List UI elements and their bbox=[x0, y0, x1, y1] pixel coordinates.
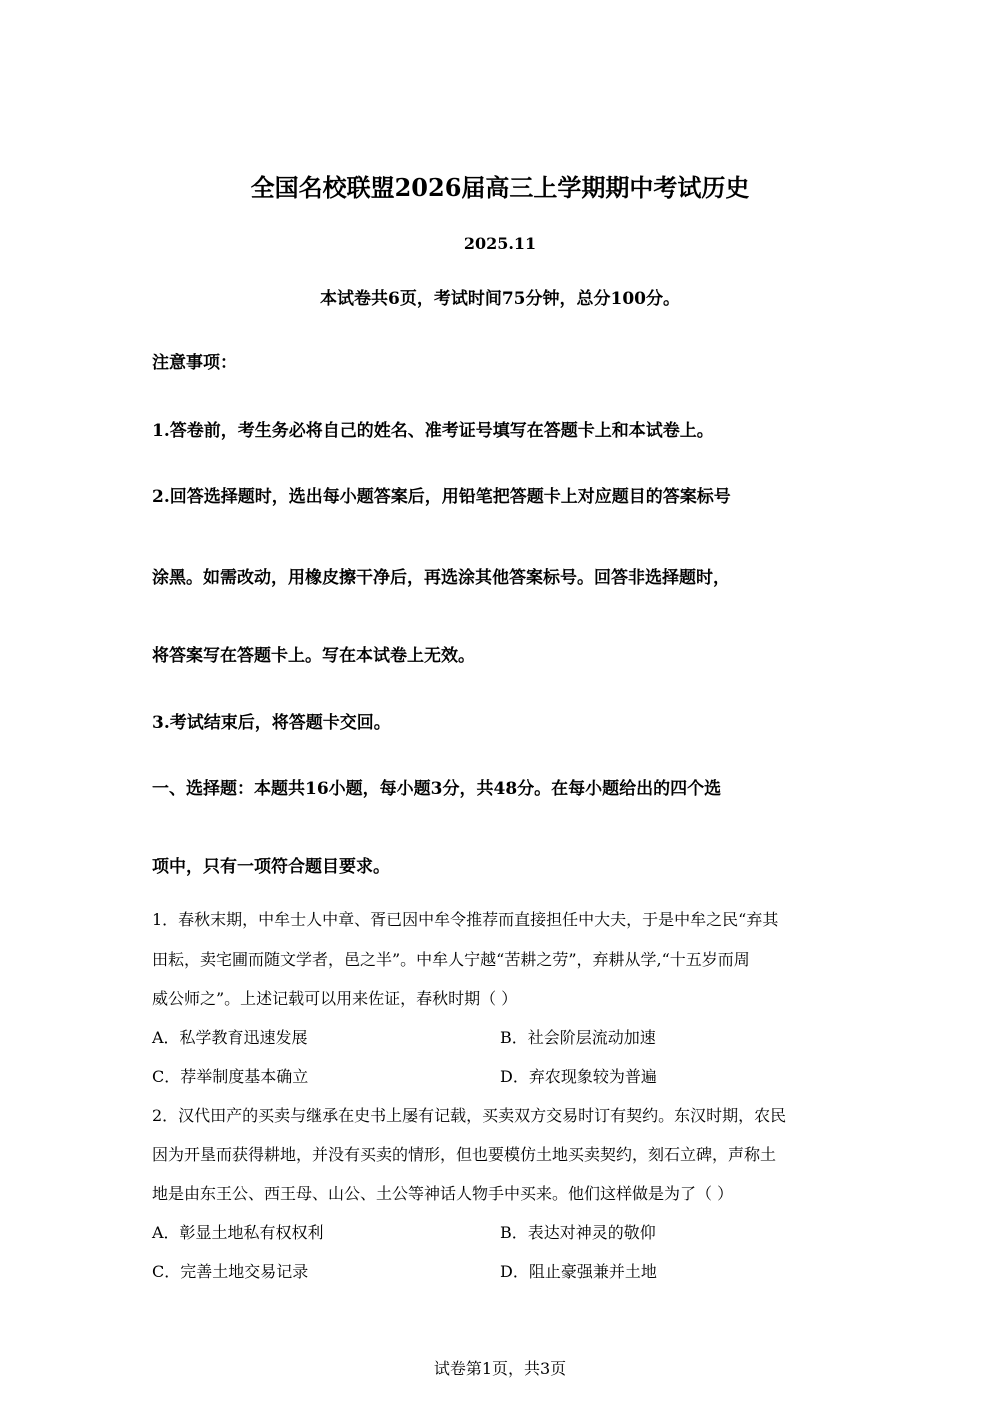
question-2-option-a: A．彰显土地私有权权利 bbox=[152, 1223, 324, 1242]
question-1-option-a: A．私学教育迅速发展 bbox=[152, 1028, 308, 1047]
exam-title: 全国名校联盟2026届高三上学期期中考试历史 bbox=[250, 173, 750, 202]
question-2-option-b: B．表达对神灵的敬仰 bbox=[500, 1223, 656, 1242]
question-1-stem-line-1: 1．春秋末期，中牟士人中章、胥已因中牟令推荐而直接担任中大夫，于是中牟之民“弃其 bbox=[152, 910, 779, 929]
question-2-stem-line-3: 地是由东王公、西王母、山公、土公等神话人物手中买来。他们这样做是为了（ ） bbox=[152, 1184, 734, 1203]
notice-item-2-line-3: 将答案写在答题卡上。写在本试卷上无效。 bbox=[152, 646, 475, 666]
notice-heading: 注意事项： bbox=[152, 353, 237, 373]
page-footer: 试卷第1页，共3页 bbox=[433, 1359, 567, 1378]
notice-item-2-line-2: 涂黑。如需改动，用橡皮擦干净后，再选涂其他答案标号。回答非选择题时， bbox=[152, 568, 730, 588]
notice-item-1: 1.答卷前，考生务必将自己的姓名、准考证号填写在答题卡上和本试卷上。 bbox=[152, 421, 714, 441]
exam-info: 本试卷共6页，考试时间75分钟，总分100分。 bbox=[320, 289, 680, 309]
question-1-stem-line-2: 田耘，卖宅圃而随文学者，邑之半”。中牟人宁越“苦耕之劳”，弃耕从学,“十五岁而周 bbox=[152, 950, 750, 969]
question-1-stem-line-3: 威公师之”。上述记载可以用来佐证，春秋时期（ ） bbox=[152, 989, 518, 1008]
exam-date: 2025.11 bbox=[463, 234, 537, 253]
question-2-option-d: D．阻止豪强兼并土地 bbox=[500, 1262, 657, 1281]
section-heading-line-1: 一、选择题：本题共16小题，每小题3分，共48分。在每小题给出的四个选 bbox=[152, 779, 722, 799]
question-2-option-c: C．完善土地交易记录 bbox=[152, 1262, 309, 1281]
notice-item-3: 3.考试结束后，将答题卡交回。 bbox=[152, 713, 391, 733]
question-2-stem-line-2: 因为开垦而获得耕地，并没有买卖的情形，但也要模仿土地买卖契约，刻石立碑，声称土 bbox=[152, 1145, 777, 1164]
section-heading-line-2: 项中，只有一项符合题目要求。 bbox=[152, 857, 390, 877]
question-1-option-d: D．弃农现象较为普遍 bbox=[500, 1067, 657, 1086]
notice-item-2-line-1: 2.回答选择题时，选出每小题答案后，用铅笔把答题卡上对应题目的答案标号 bbox=[152, 487, 731, 507]
question-2-stem-line-1: 2．汉代田产的买卖与继承在史书上屡有记载，买卖双方交易时订有契约。东汉时期，农民 bbox=[152, 1106, 787, 1125]
question-1-option-c: C．荐举制度基本确立 bbox=[152, 1067, 309, 1086]
question-1-option-b: B．社会阶层流动加速 bbox=[500, 1028, 656, 1047]
